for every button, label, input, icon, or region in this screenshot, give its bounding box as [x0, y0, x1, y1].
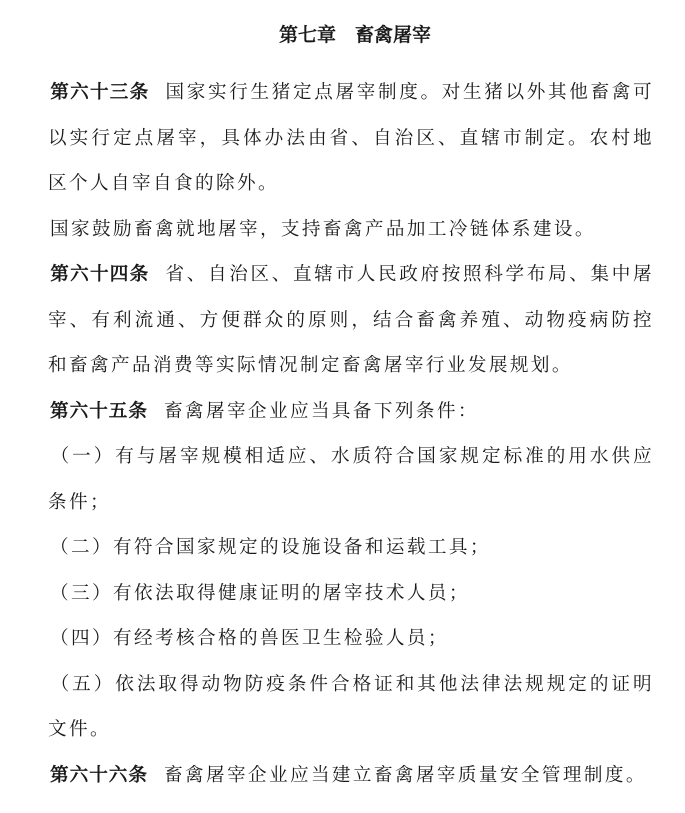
- article-65-item-5: [48, 662, 654, 753]
- article-64: [48, 252, 654, 389]
- article-65-item-3-body: （三）有依法取得健康证明的屠宰技术人员；: [50, 582, 470, 604]
- article-63-head: 第六十三条: [50, 82, 150, 103]
- article-65-item-1-body: （一）有与屠宰规模相适应、水质符合国家规定标准的用水供应条件；: [48, 446, 654, 513]
- article-63-para-2: [48, 207, 654, 253]
- article-66: [48, 753, 654, 799]
- article-65-item-1: [48, 434, 654, 525]
- article-63-body: 国家实行生猪定点屠宰制度。对生猪以外其他畜禽可以实行定点屠宰，具体办法由省、自治区、直辖市制定。农村地区个人自宰自食的除外。: [48, 82, 654, 194]
- article-65-item-2-body: （二）有符合国家规定的设施设备和运载工具；: [50, 537, 491, 558]
- article-65-item-3: [48, 571, 654, 617]
- article-65-item-2: [48, 525, 654, 571]
- article-65-item-5-body: （五）依法取得动物防疫条件合格证和其他法律法规规定的证明文件。: [48, 673, 654, 740]
- article-64-head: 第六十四条: [50, 264, 150, 285]
- article-66-body: 畜禽屠宰企业应当建立畜禽屠宰质量安全管理制度。: [163, 764, 647, 786]
- article-63: [48, 70, 654, 207]
- article-64-body: 省、自治区、直辖市人民政府按照科学布局、集中屠宰、有利流通、方便群众的原则，结合畜禽养殖、动物疫病防控和畜禽产品消费等实际情况制定畜禽屠宰行业发展规划。: [48, 264, 654, 376]
- article-65: [48, 389, 654, 435]
- article-65-item-4-body: （四）有经考核合格的兽医卫生检验人员；: [50, 628, 449, 649]
- article-65-body: 畜禽屠宰企业应当具备下列条件：: [163, 400, 479, 422]
- chapter-title: 第七章 畜禽屠宰: [278, 24, 431, 46]
- article-65-item-4: [48, 616, 654, 662]
- article-65-head: 第六十五条: [50, 400, 148, 422]
- article-66-head: 第六十六条: [50, 764, 148, 786]
- document-page: [48, 14, 654, 798]
- article-63-para-2-body: 国家鼓励畜禽就地屠宰，支持畜禽产品加工冷链体系建设。: [50, 218, 596, 240]
